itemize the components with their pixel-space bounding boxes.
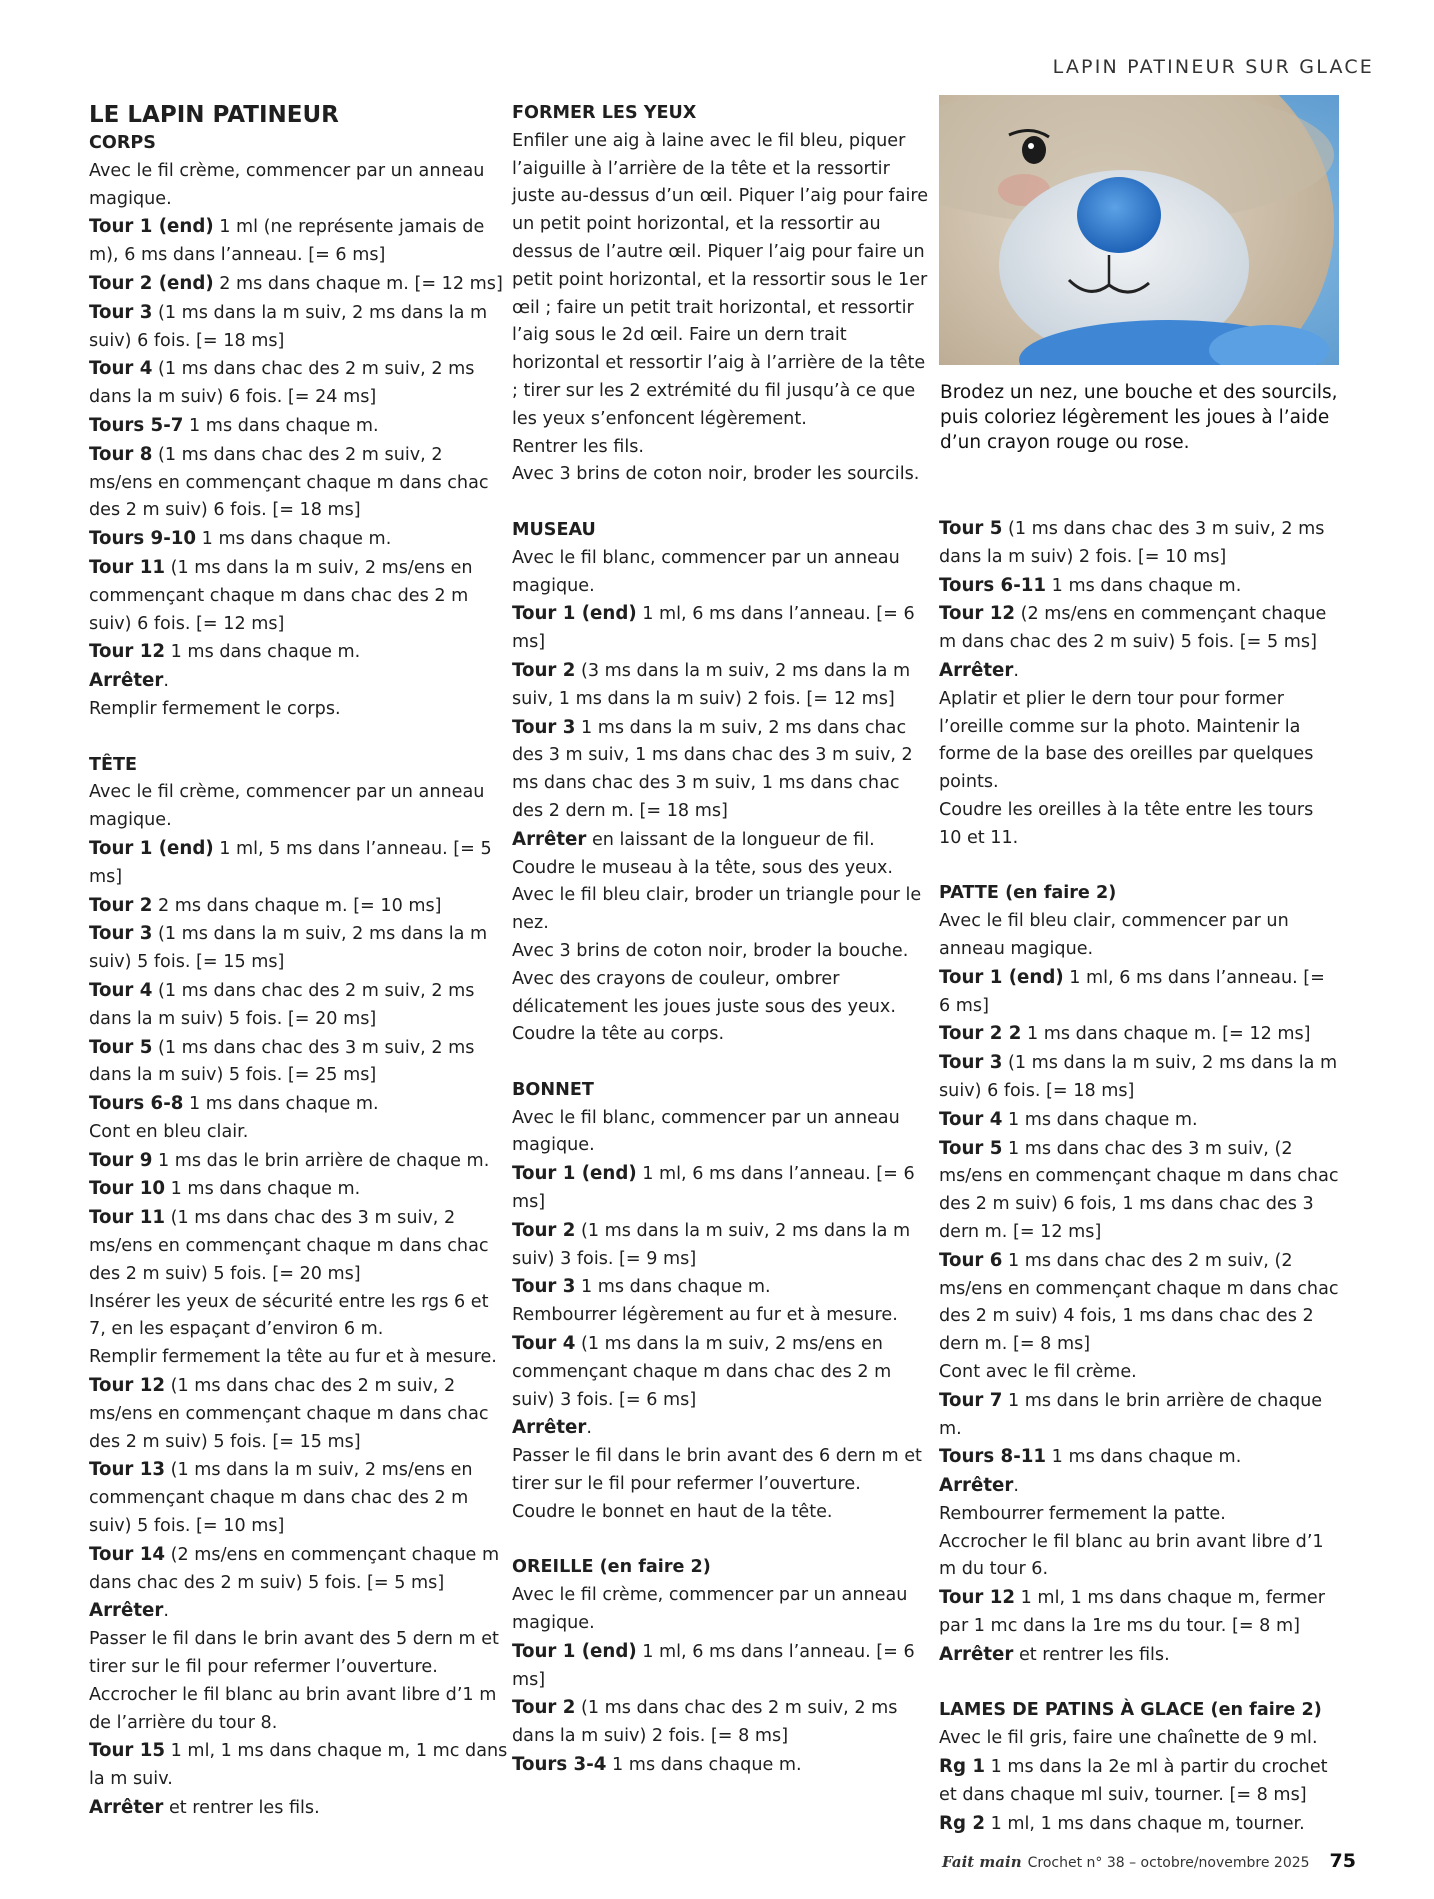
- section-gap: [512, 1527, 932, 1555]
- instruction-line: [89, 441, 509, 525]
- instruction-line: [89, 1372, 509, 1456]
- bunny-face-photo: [939, 95, 1339, 365]
- instruction-line: [939, 686, 1339, 797]
- instruction-line: [939, 1106, 1339, 1135]
- instruction-text: 1 ms dans chaque m.: [183, 1094, 379, 1115]
- instruction-line: [512, 1302, 932, 1330]
- round-label: Arrêter: [939, 1475, 1014, 1497]
- instruction-text: et rentrer les fils.: [163, 1798, 320, 1819]
- instruction-line: [89, 1344, 509, 1372]
- instruction-text: 1 ms dans chaque m.: [183, 415, 379, 436]
- section-heading: TÊTE: [89, 754, 138, 775]
- instruction-line: [939, 1501, 1339, 1529]
- instruction-text: Rembourrer légèrement au fur et à mesure.: [512, 1305, 898, 1326]
- column-1: [89, 100, 509, 1823]
- round-label: Arrêter: [939, 1643, 1014, 1665]
- instruction-text: (1 ms dans la m suiv, 2 ms dans la m suiv) 5 fois. [= 15 ms]: [89, 924, 488, 973]
- instruction-line: [89, 1090, 509, 1119]
- round-label: Arrêter: [89, 1600, 164, 1622]
- round-label: Tour 3: [939, 1052, 1003, 1074]
- round-label: Tour 2: [512, 1219, 576, 1241]
- round-label: Arrêter: [512, 828, 587, 850]
- section-heading: CORPS: [89, 133, 156, 153]
- instruction-text: 2 ms dans chaque m. [= 10 ms]: [152, 895, 442, 916]
- instruction-text: 1 ms dans chaque m.: [1046, 575, 1242, 596]
- round-label: Tour 12: [89, 1375, 166, 1397]
- instruction-line: [512, 1414, 932, 1443]
- instruction-line: [939, 1135, 1339, 1247]
- round-label: Tour 10: [89, 1178, 166, 1200]
- instruction-text: 1 ms dans chaque m.: [165, 1179, 361, 1200]
- section-gap: [512, 1049, 932, 1077]
- round-label: Tour 12: [939, 603, 1016, 625]
- instruction-text: .: [1013, 660, 1019, 681]
- round-label: Tour 9: [89, 1149, 153, 1171]
- running-head: LAPIN PATINEUR SUR GLACE: [1052, 56, 1374, 78]
- instruction-line: [939, 1359, 1339, 1387]
- column-3: [939, 515, 1339, 1838]
- instruction-line: [512, 1499, 932, 1527]
- instruction-text: Avec le fil blanc, commencer par un anneau magique.: [512, 1107, 900, 1156]
- instruction-line: [89, 667, 509, 696]
- instruction-text: (1 ms dans la m suiv, 2 ms/ens en commençant chaque m dans chac des 2 m suiv) 3 fois. [= 6 ms]: [512, 1334, 892, 1410]
- instruction-line: [512, 434, 932, 462]
- instruction-text: 1 ms dans chaque m.: [1046, 1447, 1242, 1468]
- instruction-text: Cont en bleu clair.: [89, 1121, 249, 1142]
- instruction-line: [512, 855, 932, 883]
- round-label: Tour 12: [939, 1587, 1016, 1609]
- instruction-line: [89, 270, 509, 299]
- instruction-text: Remplir fermement la tête au fur et à mesure.: [89, 1347, 497, 1368]
- photo-caption: Brodez un nez, une bouche et des sourcils, puis coloriez légèrement les joues à l’aide d’un crayon rouge ou rose.: [940, 382, 1338, 453]
- instruction-text: 1 ms dans la 2e ml à partir du crochet et dans chaque ml suiv, tourner. [= 8 ms]: [939, 1757, 1328, 1805]
- section-heading: MUSEAU: [512, 519, 596, 540]
- instruction-text: Avec le fil bleu clair, commencer par un anneau magique.: [939, 911, 1289, 959]
- instruction-line: [512, 1273, 932, 1302]
- instruction-line: [89, 1147, 509, 1176]
- instruction-text: (1 ms dans la m suiv, 2 ms dans la m suiv) 6 fois. [= 18 ms]: [89, 302, 488, 351]
- instruction-line: [939, 797, 1339, 853]
- instruction-text: (1 ms dans chac des 2 m suiv, 2 ms dans la m suiv) 2 fois. [= 8 ms]: [512, 1698, 898, 1747]
- instruction-text: 1 ms dans chac des 3 m suiv, (2 ms/ens en commençant chaque m dans chac des 2 m suiv) 6 fois, 1 ms dans chac des 3 dern m. [= 12 ms]: [939, 1138, 1339, 1242]
- round-label: Tour 4: [512, 1333, 576, 1355]
- instruction-text: (1 ms dans chac des 2 m suiv, 2 ms/ens en commençant chaque m dans chac des 2 m suiv) 5 fois. [= 15 ms]: [89, 1376, 489, 1452]
- instruction-text: Avec le fil bleu clair, broder un triangle pour le nez.: [512, 885, 922, 934]
- instruction-line: [512, 1582, 932, 1638]
- instruction-text: 1 ms dans chac des 2 m suiv, (2 ms/ens en commençant chaque m dans chac des 2 m suiv) 4 fois, 1 ms dans chac des 2 dern m. [= 8 ms]: [939, 1250, 1339, 1355]
- instruction-line: [89, 696, 509, 724]
- instruction-text: 1 ml, 1 ms dans chaque m, tourner.: [985, 1813, 1305, 1834]
- col-c-sections: [939, 515, 1339, 1838]
- instruction-text: Avec le fil crème, commencer par un anneau magique.: [512, 1585, 908, 1634]
- instruction-line: [89, 158, 509, 214]
- instruction-line: [89, 920, 509, 977]
- instruction-text: Accrocher le fil blanc au brin avant libre d’1 m du tour 6.: [939, 1531, 1324, 1580]
- instruction-text: Avec le fil crème, commencer par un anneau magique.: [89, 782, 485, 831]
- instruction-line: [512, 657, 932, 714]
- instruction-line: [939, 1529, 1339, 1585]
- instruction-text: (1 ms dans la m suiv, 2 ms dans la m suiv) 3 fois. [= 9 ms]: [512, 1220, 911, 1269]
- page-number: 75: [1329, 1850, 1356, 1872]
- instruction-text: .: [163, 671, 169, 692]
- col-a-sections: [89, 130, 509, 1823]
- round-label: Rg 2: [939, 1812, 986, 1834]
- instruction-text: Coudre les oreilles à la tête entre les tours 10 et 11.: [939, 799, 1314, 848]
- instruction-line: [512, 826, 932, 855]
- round-label: Tour 11: [89, 1207, 166, 1229]
- round-label: Tours 8-11: [939, 1446, 1047, 1468]
- round-label: Tour 1 (end): [512, 1163, 637, 1185]
- instruction-line: [512, 1021, 932, 1049]
- instruction-line: [512, 714, 932, 826]
- round-label: Tour 2: [512, 659, 576, 681]
- instruction-line: [89, 355, 509, 412]
- instruction-text: Coudre le museau à la tête, sous des yeux.: [512, 857, 893, 878]
- instruction-line: [89, 299, 509, 356]
- instruction-text: Coudre la tête au corps.: [512, 1024, 725, 1045]
- instruction-line: [512, 1330, 932, 1414]
- instruction-line: [512, 1105, 932, 1161]
- instruction-text: (1 ms dans chac des 3 m suiv, 2 ms dans la m suiv) 2 fois. [= 10 ms]: [939, 519, 1325, 567]
- round-label: Tour 12: [89, 641, 166, 663]
- round-label: Tour 3: [89, 923, 153, 945]
- instruction-line: [512, 1160, 932, 1217]
- instruction-text: 1 ms dans chaque m.: [196, 529, 392, 550]
- instruction-text: 1 ml (ne représente jamais de m), 6 ms dans l’anneau. [= 6 ms]: [89, 217, 485, 266]
- instruction-text: 1 ml, 1 ms dans chaque m, fermer par 1 mc dans la 1re ms du tour. [= 8 m]: [939, 1588, 1325, 1637]
- instruction-text: 1 ml, 6 ms dans l’anneau. [= 6 ms]: [512, 1164, 915, 1213]
- instruction-line: [939, 600, 1339, 657]
- instruction-text: (2 ms/ens en commençant chaque m dans chac des 2 m suiv) 5 fois. [= 5 ms]: [89, 1544, 500, 1593]
- instruction-text: Accrocher le fil blanc au brin avant libre d’1 m de l’arrière du tour 8.: [89, 1684, 497, 1733]
- instruction-text: .: [586, 1418, 592, 1439]
- round-label: Tour 1 (end): [512, 603, 637, 625]
- col-b-sections: [512, 100, 932, 1780]
- instruction-text: 1 ms dans chaque m.: [575, 1277, 771, 1298]
- round-label: Tour 2: [89, 894, 153, 916]
- instruction-line: [939, 1472, 1339, 1501]
- instruction-text: .: [1013, 1476, 1019, 1497]
- round-label: Tour 4: [89, 979, 153, 1001]
- instruction-line: [512, 1217, 932, 1274]
- instruction-text: Rentrer les fils.: [512, 436, 645, 457]
- instruction-line: [512, 966, 932, 1022]
- section-heading: LAMES DE PATINS À GLACE (en faire 2): [939, 1700, 1322, 1721]
- round-label: Arrêter: [939, 659, 1014, 681]
- round-label: Tour 2: [512, 1697, 576, 1719]
- instruction-line: [939, 908, 1339, 964]
- instruction-text: (1 ms dans chac des 2 m suiv, 2 ms/ens en commençant chaque m dans chac des 2 m suiv) 6 fois. [= 18 ms]: [89, 444, 489, 521]
- instruction-line: [89, 1597, 509, 1626]
- instruction-line: [939, 1020, 1339, 1049]
- instruction-line: [89, 1682, 509, 1738]
- instruction-text: Passer le fil dans le brin avant des 6 dern m et tirer sur le fil pour refermer l’ouverture.: [512, 1446, 922, 1495]
- instruction-line: [89, 892, 509, 921]
- instruction-line: [89, 1794, 509, 1823]
- instruction-text: (1 ms dans chac des 3 m suiv, 2 ms/ens en commençant chaque m dans chac des 2 m suiv) 5 fois. [= 20 ms]: [89, 1208, 489, 1284]
- instruction-line: [89, 1204, 509, 1288]
- instruction-text: Insérer les yeux de sécurité entre les rgs 6 et 7, en les espaçant d’environ 6 m.: [89, 1291, 489, 1340]
- instruction-line: [939, 572, 1339, 601]
- instruction-line: [939, 1753, 1339, 1810]
- instruction-text: 2 ms dans chaque m. [= 12 ms]: [213, 273, 503, 294]
- instruction-line: [939, 1584, 1339, 1641]
- instruction-text: (1 ms dans la m suiv, 2 ms dans la m suiv) 6 fois. [= 18 ms]: [939, 1053, 1338, 1101]
- instruction-line: [512, 128, 932, 434]
- round-label: Tour 1 (end): [512, 1640, 637, 1662]
- instruction-text: 1 ms dans la m suiv, 2 ms dans chac des 3 m suiv, 1 ms dans chac des 3 m suiv, 2 ms dans chac des 3 m suiv, 1 ms dans chac des 2 dern m. [= 18 ms]: [512, 717, 913, 821]
- round-label: Tour 2 2: [939, 1023, 1022, 1045]
- instruction-line: [939, 1247, 1339, 1359]
- bunny-face-illustration: [939, 95, 1339, 365]
- instruction-text: Avec 3 brins de coton noir, broder la bouche.: [512, 940, 909, 961]
- section-heading: BONNET: [512, 1079, 594, 1100]
- instruction-text: Coudre le bonnet en haut de la tête.: [512, 1501, 833, 1522]
- instruction-line: [939, 1810, 1339, 1839]
- instruction-line: [939, 515, 1339, 572]
- instruction-text: (1 ms dans chac des 2 m suiv, 2 ms dans la m suiv) 5 fois. [= 20 ms]: [89, 980, 475, 1029]
- instruction-text: 1 ms das le brin arrière de chaque m.: [152, 1150, 490, 1171]
- instruction-text: (3 ms dans la m suiv, 2 ms dans la m suiv, 1 ms dans la m suiv) 2 fois. [= 12 ms]: [512, 660, 911, 709]
- instruction-text: Aplatir et plier le dern tour pour former l’oreille comme sur la photo. Maintenir la forme de la base des oreilles par quelques points.: [939, 688, 1314, 793]
- instruction-line: [939, 964, 1339, 1021]
- instruction-text: 1 ms dans chaque m.: [1002, 1109, 1198, 1130]
- instruction-line: [89, 1289, 509, 1345]
- instruction-line: [89, 213, 509, 270]
- round-label: Tour 4: [939, 1108, 1003, 1130]
- round-label: Tours 5-7: [89, 414, 184, 436]
- instruction-text: 1 ms dans chaque m. [= 12 ms]: [1021, 1024, 1311, 1045]
- section-gap: [89, 724, 509, 752]
- instruction-line: [512, 600, 932, 657]
- article-title: LE LAPIN PATINEUR: [89, 102, 339, 128]
- instruction-text: Cont avec le fil crème.: [939, 1361, 1137, 1382]
- instruction-text: Avec le fil gris, faire une chaînette de 9 ml.: [939, 1728, 1318, 1749]
- instruction-text: 1 ml, 1 ms dans chaque m, 1 mc dans la m suiv.: [89, 1741, 508, 1790]
- instruction-text: Passer le fil dans le brin avant des 5 dern m et tirer sur le fil pour refermer l’ouverture.: [89, 1629, 499, 1678]
- instruction-text: Avec des crayons de couleur, ombrer délicatement les joues juste sous des yeux.: [512, 968, 896, 1017]
- instruction-text: Avec le fil crème, commencer par un anneau magique.: [89, 160, 485, 209]
- instruction-text: (1 ms dans chac des 3 m suiv, 2 ms dans la m suiv) 5 fois. [= 25 ms]: [89, 1037, 475, 1086]
- round-label: Tour 8: [89, 443, 153, 465]
- instruction-text: (1 ms dans chac des 2 m suiv, 2 ms dans la m suiv) 6 fois. [= 24 ms]: [89, 359, 475, 408]
- round-label: Tour 1 (end): [89, 216, 214, 238]
- instruction-line: [89, 1456, 509, 1540]
- page-footer: [942, 1850, 1356, 1872]
- round-label: Tours 6-11: [939, 574, 1047, 596]
- instruction-line: [939, 1049, 1339, 1106]
- round-label: Tours 6-8: [89, 1093, 184, 1115]
- section-gap: [512, 489, 932, 517]
- instruction-line: [89, 779, 509, 835]
- round-label: Rg 1: [939, 1756, 986, 1778]
- instruction-line: [939, 1443, 1339, 1472]
- instruction-text: Avec 3 brins de coton noir, broder les sourcils.: [512, 464, 920, 485]
- instruction-line: [512, 882, 932, 938]
- instruction-line: [89, 525, 509, 554]
- round-label: Tour 11: [89, 556, 166, 578]
- section-heading: OREILLE (en faire 2): [512, 1557, 711, 1578]
- section-gap: [939, 1670, 1339, 1698]
- instruction-text: .: [163, 1601, 169, 1622]
- round-label: Tour 7: [939, 1389, 1003, 1411]
- issue-info: Crochet n° 38 – octobre/novembre 2025: [1027, 1855, 1310, 1871]
- round-label: Arrêter: [89, 670, 164, 692]
- instruction-text: 1 ml, 5 ms dans l’anneau. [= 5 ms]: [89, 838, 492, 887]
- instruction-text: Remplir fermement le corps.: [89, 698, 341, 719]
- instruction-line: [512, 461, 932, 489]
- instruction-line: [89, 1737, 509, 1794]
- instruction-line: [89, 835, 509, 892]
- round-label: Tours 9-10: [89, 528, 197, 550]
- instruction-line: [939, 657, 1339, 686]
- round-label: Tour 14: [89, 1543, 166, 1565]
- instruction-text: Enfiler une aig à laine avec le fil bleu, piquer l’aiguille à l’arrière de la tête et la ressortir juste au-dessus d’un œil. Piquer l’aig pour faire un petit point horizontal, et la ressortir au dessus de l’autre œil. Piquer l’aig pour faire un petit point horizontal, et la ressortir sous le 1er œil ; faire un petit trait horizontal, et ressortir l’aig sous le 2d œil. Faire un dern trait horizontal et ressortir l’aig à l’arrière de la tête ; tirer sur les 2 extrémité du fil jusqu’à ce que les yeux s’enfoncent légèrement.: [512, 130, 929, 429]
- instruction-line: [89, 1175, 509, 1204]
- instruction-line: [512, 1694, 932, 1751]
- instruction-line: [939, 1725, 1339, 1753]
- instruction-text: (1 ms dans la m suiv, 2 ms/ens en commençant chaque m dans chac des 2 m suiv) 6 fois. [= 12 ms]: [89, 557, 473, 634]
- instruction-line: [89, 1034, 509, 1091]
- instruction-text: 1 ms dans le brin arrière de chaque m.: [939, 1390, 1323, 1439]
- round-label: Tour 5: [89, 1036, 153, 1058]
- round-label: Tour 5: [939, 518, 1003, 539]
- instruction-line: [512, 1443, 932, 1499]
- instruction-line: [89, 412, 509, 441]
- instruction-line: [512, 1638, 932, 1695]
- round-label: Tour 1 (end): [939, 966, 1064, 988]
- section-heading: PATTE (en faire 2): [939, 883, 1117, 904]
- instruction-text: 1 ms dans chaque m.: [606, 1755, 802, 1776]
- instruction-text: (2 ms/ens en commençant chaque m dans chac des 2 m suiv) 5 fois. [= 5 ms]: [939, 604, 1327, 653]
- instruction-text: 1 ml, 6 ms dans l’anneau. [= 6 ms]: [512, 604, 915, 653]
- round-label: Tour 2 (end): [89, 272, 214, 294]
- instruction-line: [512, 1751, 932, 1780]
- section-heading: FORMER LES YEUX: [512, 103, 697, 123]
- round-label: Tours 3-4: [512, 1754, 607, 1776]
- round-label: Tour 13: [89, 1459, 166, 1481]
- round-label: Arrêter: [512, 1417, 587, 1439]
- instruction-line: [89, 638, 509, 667]
- round-label: Tour 3: [512, 716, 576, 738]
- round-label: Tour 6: [939, 1249, 1003, 1271]
- instruction-text: 1 ml, 6 ms dans l’anneau. [= 6 ms]: [512, 1641, 915, 1690]
- instruction-line: [512, 545, 932, 601]
- instruction-text: Avec le fil blanc, commencer par un anneau magique.: [512, 547, 900, 596]
- instruction-text: et rentrer les fils.: [1013, 1644, 1170, 1665]
- round-label: Tour 15: [89, 1740, 166, 1762]
- round-label: Tour 3: [512, 1276, 576, 1298]
- instruction-line: [89, 977, 509, 1034]
- round-label: Tour 5: [939, 1137, 1003, 1159]
- instruction-line: [89, 554, 509, 638]
- column-2: [512, 100, 932, 1780]
- instruction-line: [939, 1641, 1339, 1670]
- section-gap: [939, 853, 1339, 881]
- instruction-text: 1 ml, 6 ms dans l’anneau. [= 6 ms]: [939, 967, 1325, 1016]
- round-label: Arrêter: [89, 1797, 164, 1819]
- instruction-line: [939, 1387, 1339, 1444]
- instruction-text: 1 ms dans chaque m.: [165, 642, 361, 663]
- instruction-line: [89, 1541, 509, 1598]
- instruction-line: [89, 1626, 509, 1682]
- round-label: Tour 1 (end): [89, 837, 214, 859]
- instruction-text: en laissant de la longueur de fil.: [586, 829, 875, 850]
- round-label: Tour 4: [89, 358, 153, 380]
- instruction-text: (1 ms dans la m suiv, 2 ms/ens en commençant chaque m dans chac des 2 m suiv) 5 fois. [= 10 ms]: [89, 1460, 473, 1537]
- round-label: Tour 3: [89, 301, 153, 323]
- instruction-line: [89, 1119, 509, 1147]
- magazine-brand: Fait main: [942, 1853, 1022, 1871]
- instruction-text: Rembourrer fermement la patte.: [939, 1503, 1226, 1524]
- instruction-line: [512, 938, 932, 966]
